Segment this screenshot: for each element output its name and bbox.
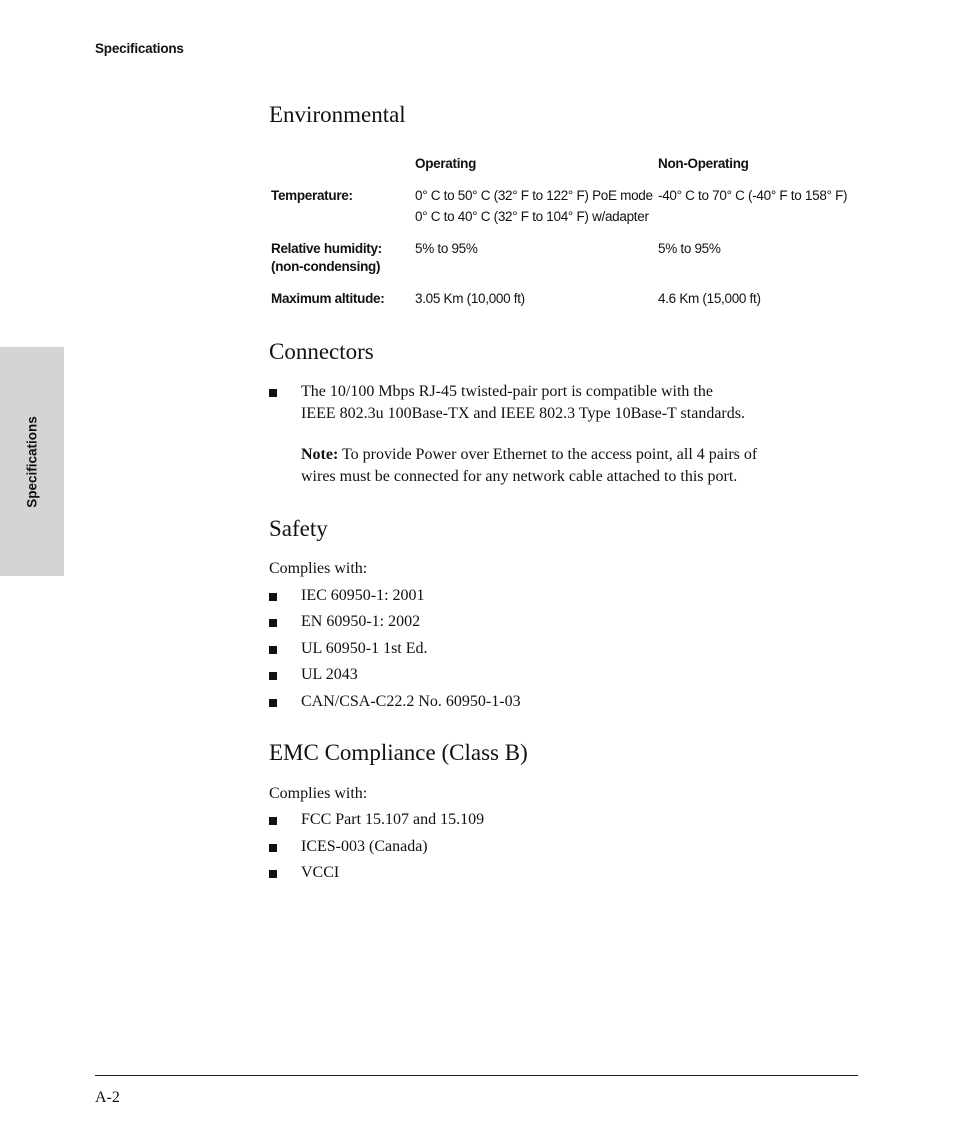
emc-item: VCCI xyxy=(301,864,340,881)
row-label-humidity-sub: (non-condensing) xyxy=(271,259,381,274)
bullet-icon xyxy=(269,619,277,627)
temperature-non-operating: -40° C to 70° C (-40° F to 158° F) xyxy=(658,188,848,203)
humidity-non-operating: 5% to 95% xyxy=(658,241,721,256)
connectors-text-2: IEEE 802.3u 100Base-TX and IEEE 802.3 Type 10Base-T standards. xyxy=(301,405,745,422)
safety-intro: Complies with: xyxy=(269,560,368,577)
bullet-icon xyxy=(269,389,277,397)
environmental-heading: Environmental xyxy=(269,102,406,127)
connectors-text-1: The 10/100 Mbps RJ-45 twisted-pair port is compatible with the xyxy=(301,383,713,400)
safety-item: UL 60950-1 1st Ed. xyxy=(301,640,428,657)
bullet-icon xyxy=(269,699,277,707)
bullet-icon xyxy=(269,817,277,825)
row-label-temperature: Temperature: xyxy=(271,188,353,203)
side-tab-label: Specifications xyxy=(24,415,40,508)
connectors-note-2: wires must be connected for any network cable attached to this port. xyxy=(301,468,738,485)
emc-heading: EMC Compliance (Class B) xyxy=(269,740,528,765)
row-label-altitude: Maximum altitude: xyxy=(271,291,385,306)
temperature-operating-2: 0° C to 40° C (32° F to 104° F) w/adapter xyxy=(415,209,649,224)
running-head: Specifications xyxy=(95,41,184,56)
page-number: A-2 xyxy=(95,1089,120,1106)
temperature-operating-1: 0° C to 50° C (32° F to 122° F) PoE mode xyxy=(415,188,653,203)
safety-heading: Safety xyxy=(269,516,328,541)
humidity-operating: 5% to 95% xyxy=(415,241,478,256)
note-label: Note: xyxy=(301,446,339,463)
safety-item: IEC 60950-1: 2001 xyxy=(301,587,425,604)
emc-intro: Complies with: xyxy=(269,785,368,802)
altitude-non-operating: 4.6 Km (15,000 ft) xyxy=(658,291,761,306)
side-tab xyxy=(0,347,64,576)
safety-item: EN 60950-1: 2002 xyxy=(301,613,421,630)
bullet-icon xyxy=(269,870,277,878)
altitude-operating: 3.05 Km (10,000 ft) xyxy=(415,291,525,306)
col-header-non-operating: Non-Operating xyxy=(658,156,749,171)
emc-item: FCC Part 15.107 and 15.109 xyxy=(301,811,485,828)
note-text: To provide Power over Ethernet to the access point, all 4 pairs of xyxy=(338,446,758,463)
bullet-icon xyxy=(269,844,277,852)
bullet-icon xyxy=(269,593,277,601)
bullet-icon xyxy=(269,672,277,680)
safety-item: UL 2043 xyxy=(301,666,358,683)
safety-item: CAN/CSA-C22.2 No. 60950-1-03 xyxy=(301,693,521,710)
footer-rule xyxy=(95,1075,858,1076)
bullet-icon xyxy=(269,646,277,654)
col-header-operating: Operating xyxy=(415,156,477,171)
connectors-note-1 xyxy=(301,444,757,466)
connectors-heading: Connectors xyxy=(269,339,374,364)
row-label-humidity: Relative humidity: xyxy=(271,241,382,256)
emc-item: ICES-003 (Canada) xyxy=(301,838,428,855)
